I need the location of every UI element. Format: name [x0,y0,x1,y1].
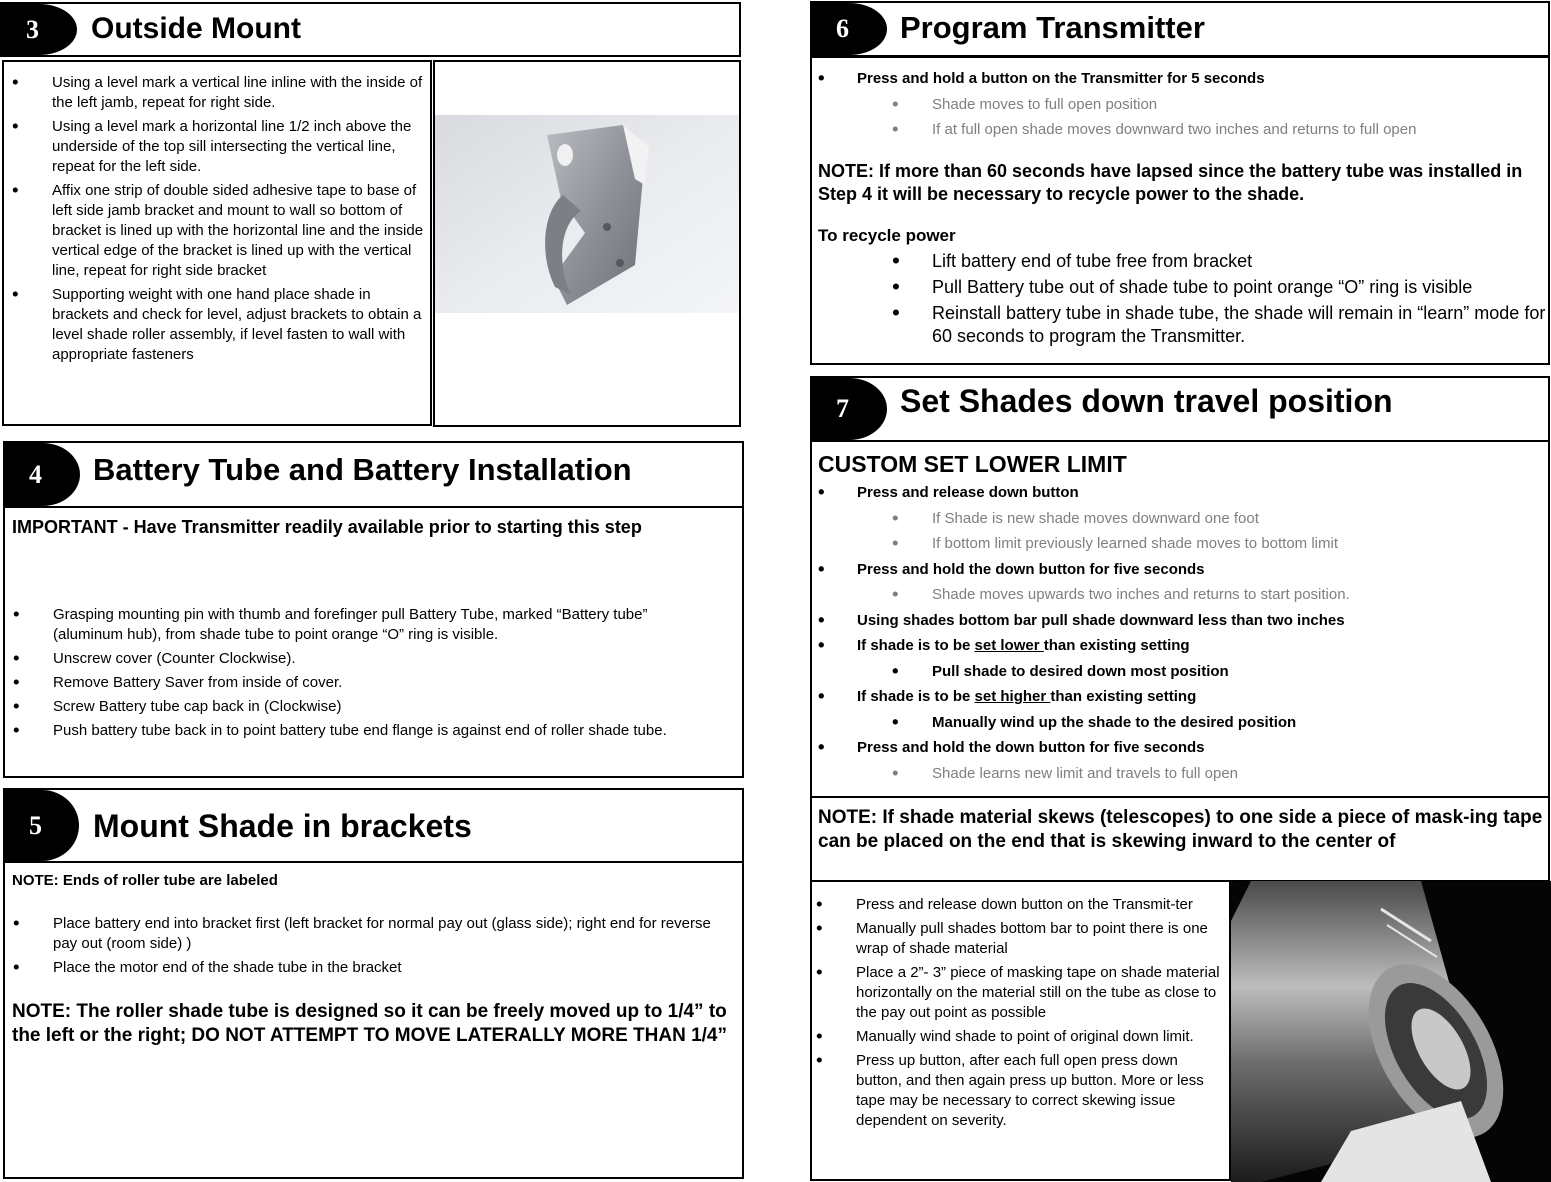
recycle-title: To recycle power [818,226,956,245]
lower-limit-steps [812,483,1547,784]
list-item: • Using a level mark a vertical line inline with the inside of the left jamb, repeat for right side. [10,73,430,113]
skew-note: NOTE: If shade material skews (telescopes) to one side a piece of mask-ing tape can be placed on the end that is skewing inward to the center of [818,807,1543,852]
list-item: • Pull shade to desired down most position [812,662,1547,682]
list-item: • If at full open shade moves downward two inches and returns to full open [812,120,1542,140]
list-item: • If bottom limit previously learned shade moves to bottom limit [812,534,1547,554]
list-item: • Manually wind shade to point of original down limit. [814,1027,1222,1047]
section-3-body [2,60,432,426]
section-5-header [3,788,744,863]
list-item: • Using a level mark a horizontal line 1/2 inch above the underside of the top sill intersecting the vertical line, repeat for the left side. [10,117,430,177]
step-number-badge: 6 [812,3,887,55]
list-item: • Pull Battery tube out of shade tube to point orange “O” ring is visible [812,276,1547,299]
list-item: • Manually wind up the shade to the desired position [812,713,1547,733]
section-title: Program Transmitter [900,10,1205,45]
instruction-list [11,605,741,745]
list-item: • If Shade is new shade moves downward one foot [812,509,1547,529]
list-item: • Lift battery end of tube free from bracket [812,250,1547,273]
step-number-badge: 4 [5,443,80,506]
list-item: • Place the motor end of the shade tube in the bracket [11,958,741,978]
list-item: • Remove Battery Saver from inside of cover. [11,673,741,693]
bracket-photo [435,115,739,313]
list-item: • Place a 2”- 3” piece of masking tape on shade material horizontally on the material still on the tube as close to the pay out point as possible [814,963,1222,1023]
section-7-header [810,376,1550,442]
section-title: Mount Shade in brackets [93,808,472,844]
list-item: • Press and hold a button on the Transmitter for 5 seconds [812,69,1542,89]
list-item: • Unscrew cover (Counter Clockwise). [11,649,741,669]
step-number-badge: 7 [812,378,887,440]
step-number-badge: 3 [2,4,77,55]
labels-note: NOTE: Ends of roller tube are labeled [12,872,278,889]
list-item: • Press and release down button [812,483,1547,503]
list-item: • Shade moves to full open position [812,95,1542,115]
list-item: • If shade is to be set lower than existing setting [812,636,1547,656]
section-6-body [810,56,1550,365]
list-item: • Press and hold the down button for five seconds [812,738,1547,758]
custom-limit-title: CUSTOM SET LOWER LIMIT [818,451,1127,477]
list-item: • Supporting weight with one hand place shade in brackets and check for level, adjust brackets to obtain a level shade roller assembly, if level fasten to wall with appropriate fasteners [10,285,430,365]
section-title: Outside Mount [91,12,301,45]
skew-steps-box [810,880,1231,1181]
section-3-header [0,2,741,57]
list-item: • Screw Battery tube cap back in (Clockwise) [11,697,741,717]
roller-tube-photo [1231,881,1551,1182]
list-item: • Shade moves upwards two inches and returns to start position. [812,585,1547,605]
section-title: Battery Tube and Battery Installation [93,452,632,487]
skew-steps [814,895,1222,1135]
section-4-body [3,506,744,778]
recycle-steps [812,250,1547,348]
lateral-movement-note: NOTE: The roller shade tube is designed so it can be freely moved up to 1/4” to the left or the right; DO NOT ATTEMPT TO MOVE LATERALLY MORE THAN 1/4” [12,1001,727,1046]
section-6-header [810,1,1550,57]
list-item: • If shade is to be set higher than existing setting [812,687,1547,707]
instruction-list [11,914,741,982]
list-item: • Place battery end into bracket first (left bracket for normal pay out (glass side); right end for reverse pay out (room side) ) [11,914,741,954]
list-item: • Reinstall battery tube in shade tube, the shade will remain in “learn” mode for 60 seconds to program the Transmitter. [812,302,1547,348]
list-item: • Shade learns new limit and travels to full open [812,764,1547,784]
recycle-note: NOTE: If more than 60 seconds have lapsed since the battery tube was installed in Step 4 it will be necessary to recycle power to the shade. [818,161,1523,204]
instruction-list [10,73,430,369]
skew-note-box [810,796,1550,882]
list-item: • Grasping mounting pin with thumb and forefinger pull Battery Tube, marked “Battery tube” (aluminum hub), from shade tube to point orange “O” ring is visible. [11,605,741,645]
list-item: • Press up button, after each full open press down button, and then again press up button. More or less tape may be necessary to correct skewing issue dependent on severity. [814,1051,1222,1131]
section-5-body [3,861,744,1179]
section-title: Set Shades down travel position [900,383,1393,419]
list-item: • Manually pull shades bottom bar to point there is one wrap of shade material [814,919,1222,959]
list-item: • Press and release down button on the Transmit-ter [814,895,1222,915]
program-steps [812,69,1542,140]
section-4-header [3,441,744,508]
list-item: • Using shades bottom bar pull shade downward less than two inches [812,611,1547,631]
important-note: IMPORTANT - Have Transmitter readily available prior to starting this step [12,517,642,537]
list-item: • Press and hold the down button for five seconds [812,560,1547,580]
list-item: • Affix one strip of double sided adhesive tape to base of left side jamb bracket and mount to wall so bottom of bracket is lined up with the horizontal line and the inside vertical edge of the bracket is lined up with the vertical line, repeat for right side bracket [10,181,430,281]
list-item: • Push battery tube back in to point battery tube end flange is against end of roller shade tube. [11,721,741,741]
section-7-body [810,440,1550,798]
bracket-photo-frame [433,60,741,427]
step-number-badge: 5 [5,790,79,861]
